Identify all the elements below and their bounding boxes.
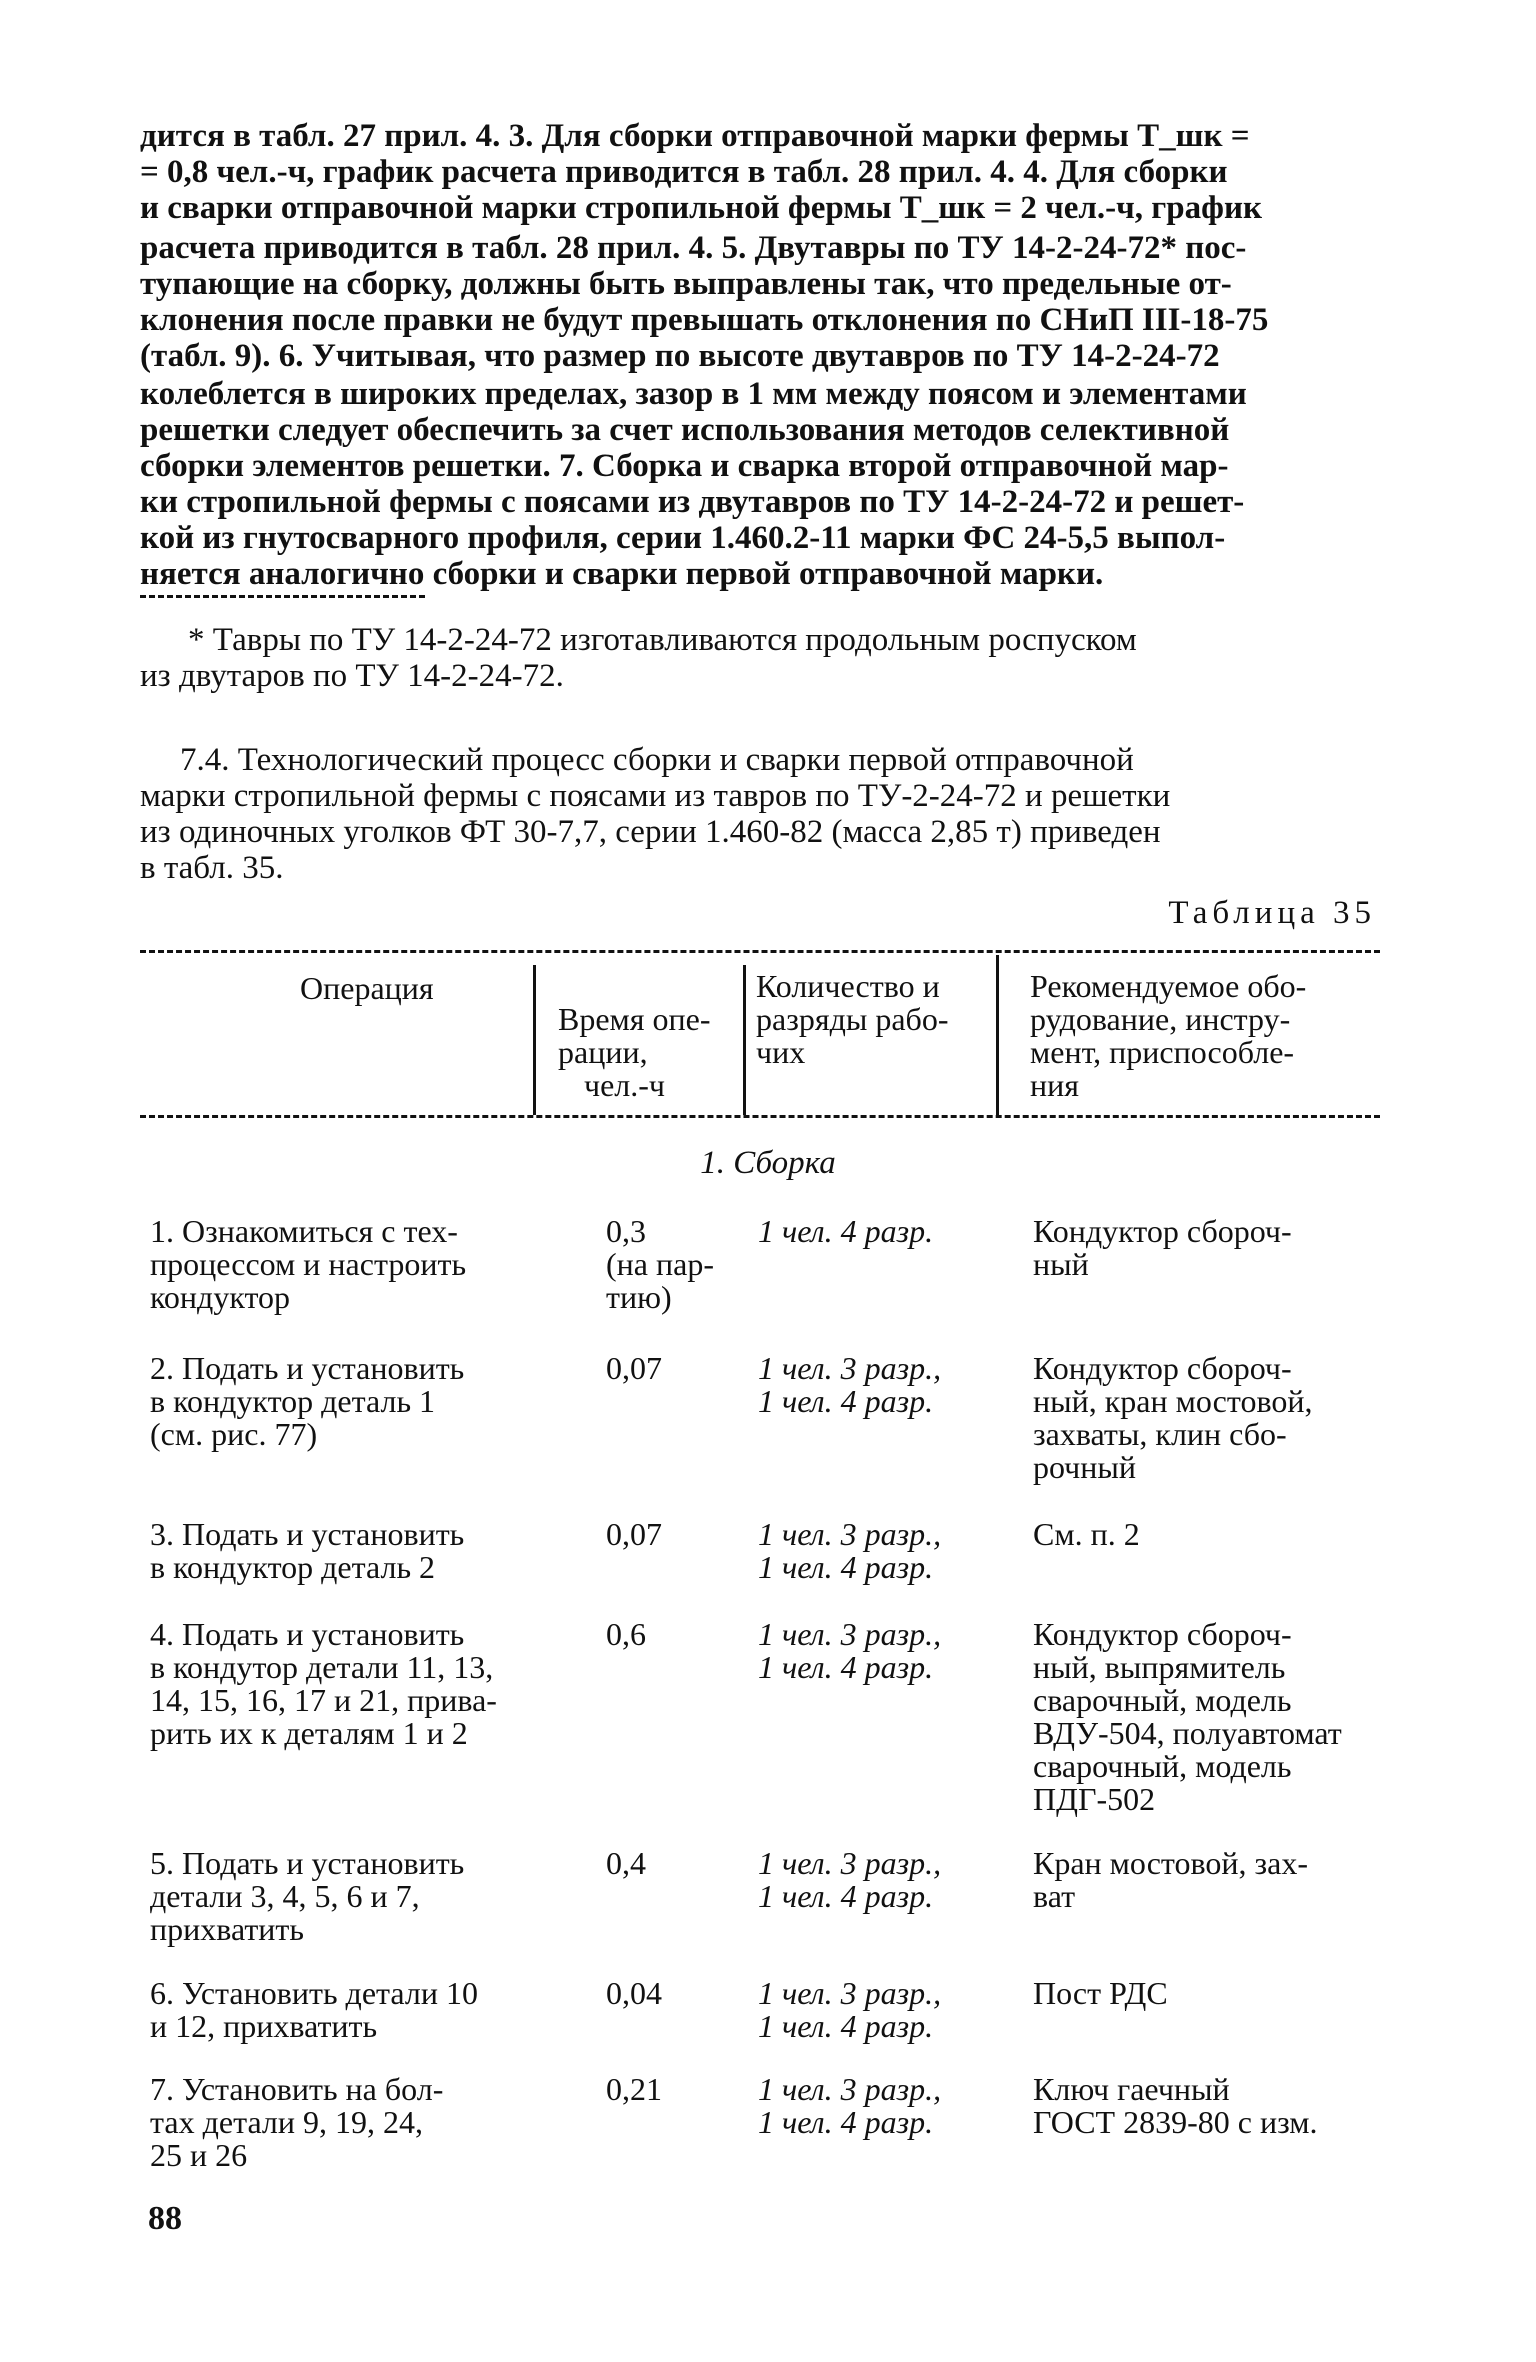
section-line: в табл. 35. [140,850,284,886]
intro-line: кой из гнутосварного профиля, серии 1.460.2-11 марки ФС 24-5,5 выпол- [140,520,1226,556]
row-5-operation: 5. Подать и установить детали 3, 4, 5, 6 и 7, прихватить [150,1845,465,1947]
intro-line: клонения после правки не будут превышать отклонения по СНиП III-18-75 [140,302,1269,338]
intro-line: сборки элементов решетки. 7. Сборка и сварка второй отправочной мар- [140,448,1229,484]
table-top-rule [140,950,1380,953]
intro-line: няется аналогично сборки и сварки первой отправочной марки. [140,556,1104,592]
header-divider [533,965,536,1115]
footnote-separator [140,595,425,598]
footnote-line: из двутаров по ТУ 14-2-24-72. [140,658,564,694]
header-time: Время опе- рации, чел.-ч [558,1001,711,1103]
header-equipment: Рекомендуемое обо- рудование, инстру- мент, приспособле- ния [1030,968,1307,1103]
row-6-operation: 6. Установить детали 10 и 12, прихватить [150,1975,478,2044]
intro-line: и сварки отправочной марки стропильной фермы Т_шк = 2 чел.-ч, график [140,190,1262,226]
row-7-equipment: Ключ гаечный ГОСТ 2839-80 с изм. [1033,2071,1318,2140]
table-section-title: 1. Сборка [700,1145,836,1181]
row-1-time: 0,3 (на пар- тию) [606,1213,714,1315]
intro-line: дится в табл. 27 прил. 4. 3. Для сборки отправочной марки фермы Т_шк = [140,118,1250,154]
header-workers: Количество и разряды рабо- чих [756,968,949,1070]
row-4-time: 0,6 [606,1616,646,1652]
page-number: 88 [148,2200,182,2237]
row-1-workers: 1 чел. 4 разр. [758,1213,934,1249]
section-line: 7.4. Технологический процесс сборки и сварки первой отправочной [180,742,1134,778]
header-divider [743,965,746,1115]
footnote-line: * Тавры по ТУ 14-2-24-72 изготавливаются продольным роспуском [188,622,1137,658]
row-4-operation: 4. Подать и установить в кондутор детали 11, 13, 14, 15, 16, 17 и 21, прива- рить их к деталям 1 и 2 [150,1616,497,1751]
intro-line: тупающие на сборку, должны быть выправлены так, что предельные от- [140,266,1232,302]
header-divider [996,955,999,1115]
row-4-equipment: Кондуктор сбороч- ный, выпрямитель сварочный, модель ВДУ-504, полуавтомат сварочный, модель ПДГ-502 [1033,1616,1342,1817]
table-header-bottom-rule [140,1115,1380,1118]
intro-line: колеблется в широких пределах, зазор в 1 мм между поясом и элементами [140,376,1247,412]
row-1-operation: 1. Ознакомиться с тех- процессом и настроить кондуктор [150,1213,467,1315]
row-3-workers: 1 чел. 3 разр., 1 чел. 4 разр. [758,1516,942,1585]
row-7-operation: 7. Установить на бол- тах детали 9, 19, 24, 25 и 26 [150,2071,444,2173]
row-4-workers: 1 чел. 3 разр., 1 чел. 4 разр. [758,1616,942,1685]
row-1-equipment: Кондуктор сбороч- ный [1033,1213,1292,1282]
row-5-time: 0,4 [606,1845,646,1881]
row-5-workers: 1 чел. 3 разр., 1 чел. 4 разр. [758,1845,942,1914]
header-operation: Операция [300,970,434,1006]
row-3-equipment: См. п. 2 [1033,1516,1140,1552]
section-line: из одиночных уголков ФТ 30-7,7, серии 1.460-82 (масса 2,85 т) приведен [140,814,1161,850]
row-7-workers: 1 чел. 3 разр., 1 чел. 4 разр. [758,2071,942,2140]
row-5-equipment: Кран мостовой, зах- ват [1033,1845,1308,1914]
row-2-equipment: Кондуктор сбороч- ный, кран мостовой, захваты, клин сбо- рочный [1033,1350,1313,1485]
row-7-time: 0,21 [606,2071,662,2107]
row-6-workers: 1 чел. 3 разр., 1 чел. 4 разр. [758,1975,942,2044]
row-2-operation: 2. Подать и установить в кондуктор деталь 1 (см. рис. 77) [150,1350,465,1452]
table-caption: Таблица 35 [1168,895,1376,931]
row-3-operation: 3. Подать и установить в кондуктор деталь 2 [150,1516,465,1585]
row-2-workers: 1 чел. 3 разр., 1 чел. 4 разр. [758,1350,942,1419]
intro-line: (табл. 9). 6. Учитывая, что размер по высоте двутавров по ТУ 14-2-24-72 [140,338,1220,374]
row-3-time: 0,07 [606,1516,662,1552]
row-6-time: 0,04 [606,1975,662,2011]
row-2-time: 0,07 [606,1350,662,1386]
intro-line: решетки следует обеспечить за счет использования методов селективной [140,412,1230,448]
section-line: марки стропильной фермы с поясами из тавров по ТУ-2-24-72 и решетки [140,778,1171,814]
intro-line: = 0,8 чел.-ч, график расчета приводится в табл. 28 прил. 4. 4. Для сборки [140,154,1228,190]
intro-line: ки стропильной фермы с поясами из двутавров по ТУ 14-2-24-72 и решет- [140,484,1245,520]
row-6-equipment: Пост РДС [1033,1975,1168,2011]
intro-line: расчета приводится в табл. 28 прил. 4. 5. Двутавры по ТУ 14-2-24-72* пос- [140,230,1247,266]
